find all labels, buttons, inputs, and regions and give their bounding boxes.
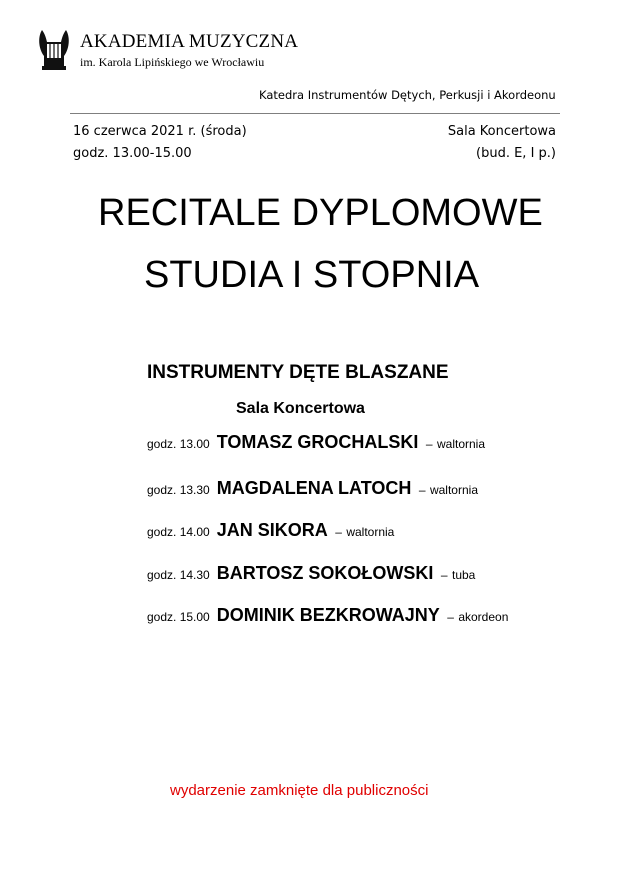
closed-event-notice: wydarzenie zamknięte dla publiczności <box>170 782 429 799</box>
program-entry <box>147 478 478 499</box>
page-title-line1: RECITALE DYPLOMOWE <box>98 192 543 234</box>
institution-subtitle: im. Karola Lipińskiego we Wrocławiu <box>80 55 265 69</box>
institution-name: AKADEMIA MUZYCZNA <box>80 31 299 52</box>
program-entry <box>147 520 394 541</box>
event-date: 16 czerwca 2021 r. (środa) <box>73 124 247 139</box>
entry-time: godz. 13.00 <box>147 437 210 451</box>
page-title-line2: STUDIA I STOPNIA <box>144 254 480 296</box>
entry-dash: – <box>418 483 426 497</box>
program-entry <box>147 563 475 584</box>
lyre-logo-icon <box>36 26 72 72</box>
entry-dash: – <box>335 525 342 539</box>
entry-dash: – <box>440 568 448 582</box>
performer-name: TOMASZ GROCHALSKI <box>216 432 419 452</box>
hall-name: Sala Koncertowa <box>236 400 365 417</box>
event-building: (bud. E, I p.) <box>476 146 556 161</box>
instrument: waltornia <box>436 437 486 451</box>
program-entry <box>147 605 508 626</box>
event-venue: Sala Koncertowa <box>447 124 556 139</box>
instrument: waltornia <box>429 483 478 497</box>
entry-time: godz. 13.30 <box>147 483 210 497</box>
performer-name: DOMINIK BEZKROWAJNY <box>216 605 440 625</box>
instrument: tuba <box>451 568 476 582</box>
department-name: Katedra Instrumentów Dętych, Perkusji i Akordeonu <box>259 88 556 102</box>
performer-name: JAN SIKORA <box>216 520 328 540</box>
program-entry <box>147 432 485 453</box>
event-time: godz. 13.00-15.00 <box>73 146 192 161</box>
entry-time: godz. 15.00 <box>147 610 210 624</box>
entry-time: godz. 14.00 <box>147 525 210 539</box>
performer-name: BARTOSZ SOKOŁOWSKI <box>216 563 434 583</box>
entry-time: godz. 14.30 <box>147 568 210 582</box>
entry-dash: – <box>425 437 433 451</box>
instrument: akordeon <box>458 610 509 624</box>
instrument: waltornia <box>346 525 395 539</box>
section-heading: INSTRUMENTY DĘTE BLASZANE <box>147 362 449 383</box>
performer-name: MAGDALENA LATOCH <box>216 478 412 498</box>
header-divider <box>70 113 560 114</box>
entry-dash: – <box>447 610 454 624</box>
